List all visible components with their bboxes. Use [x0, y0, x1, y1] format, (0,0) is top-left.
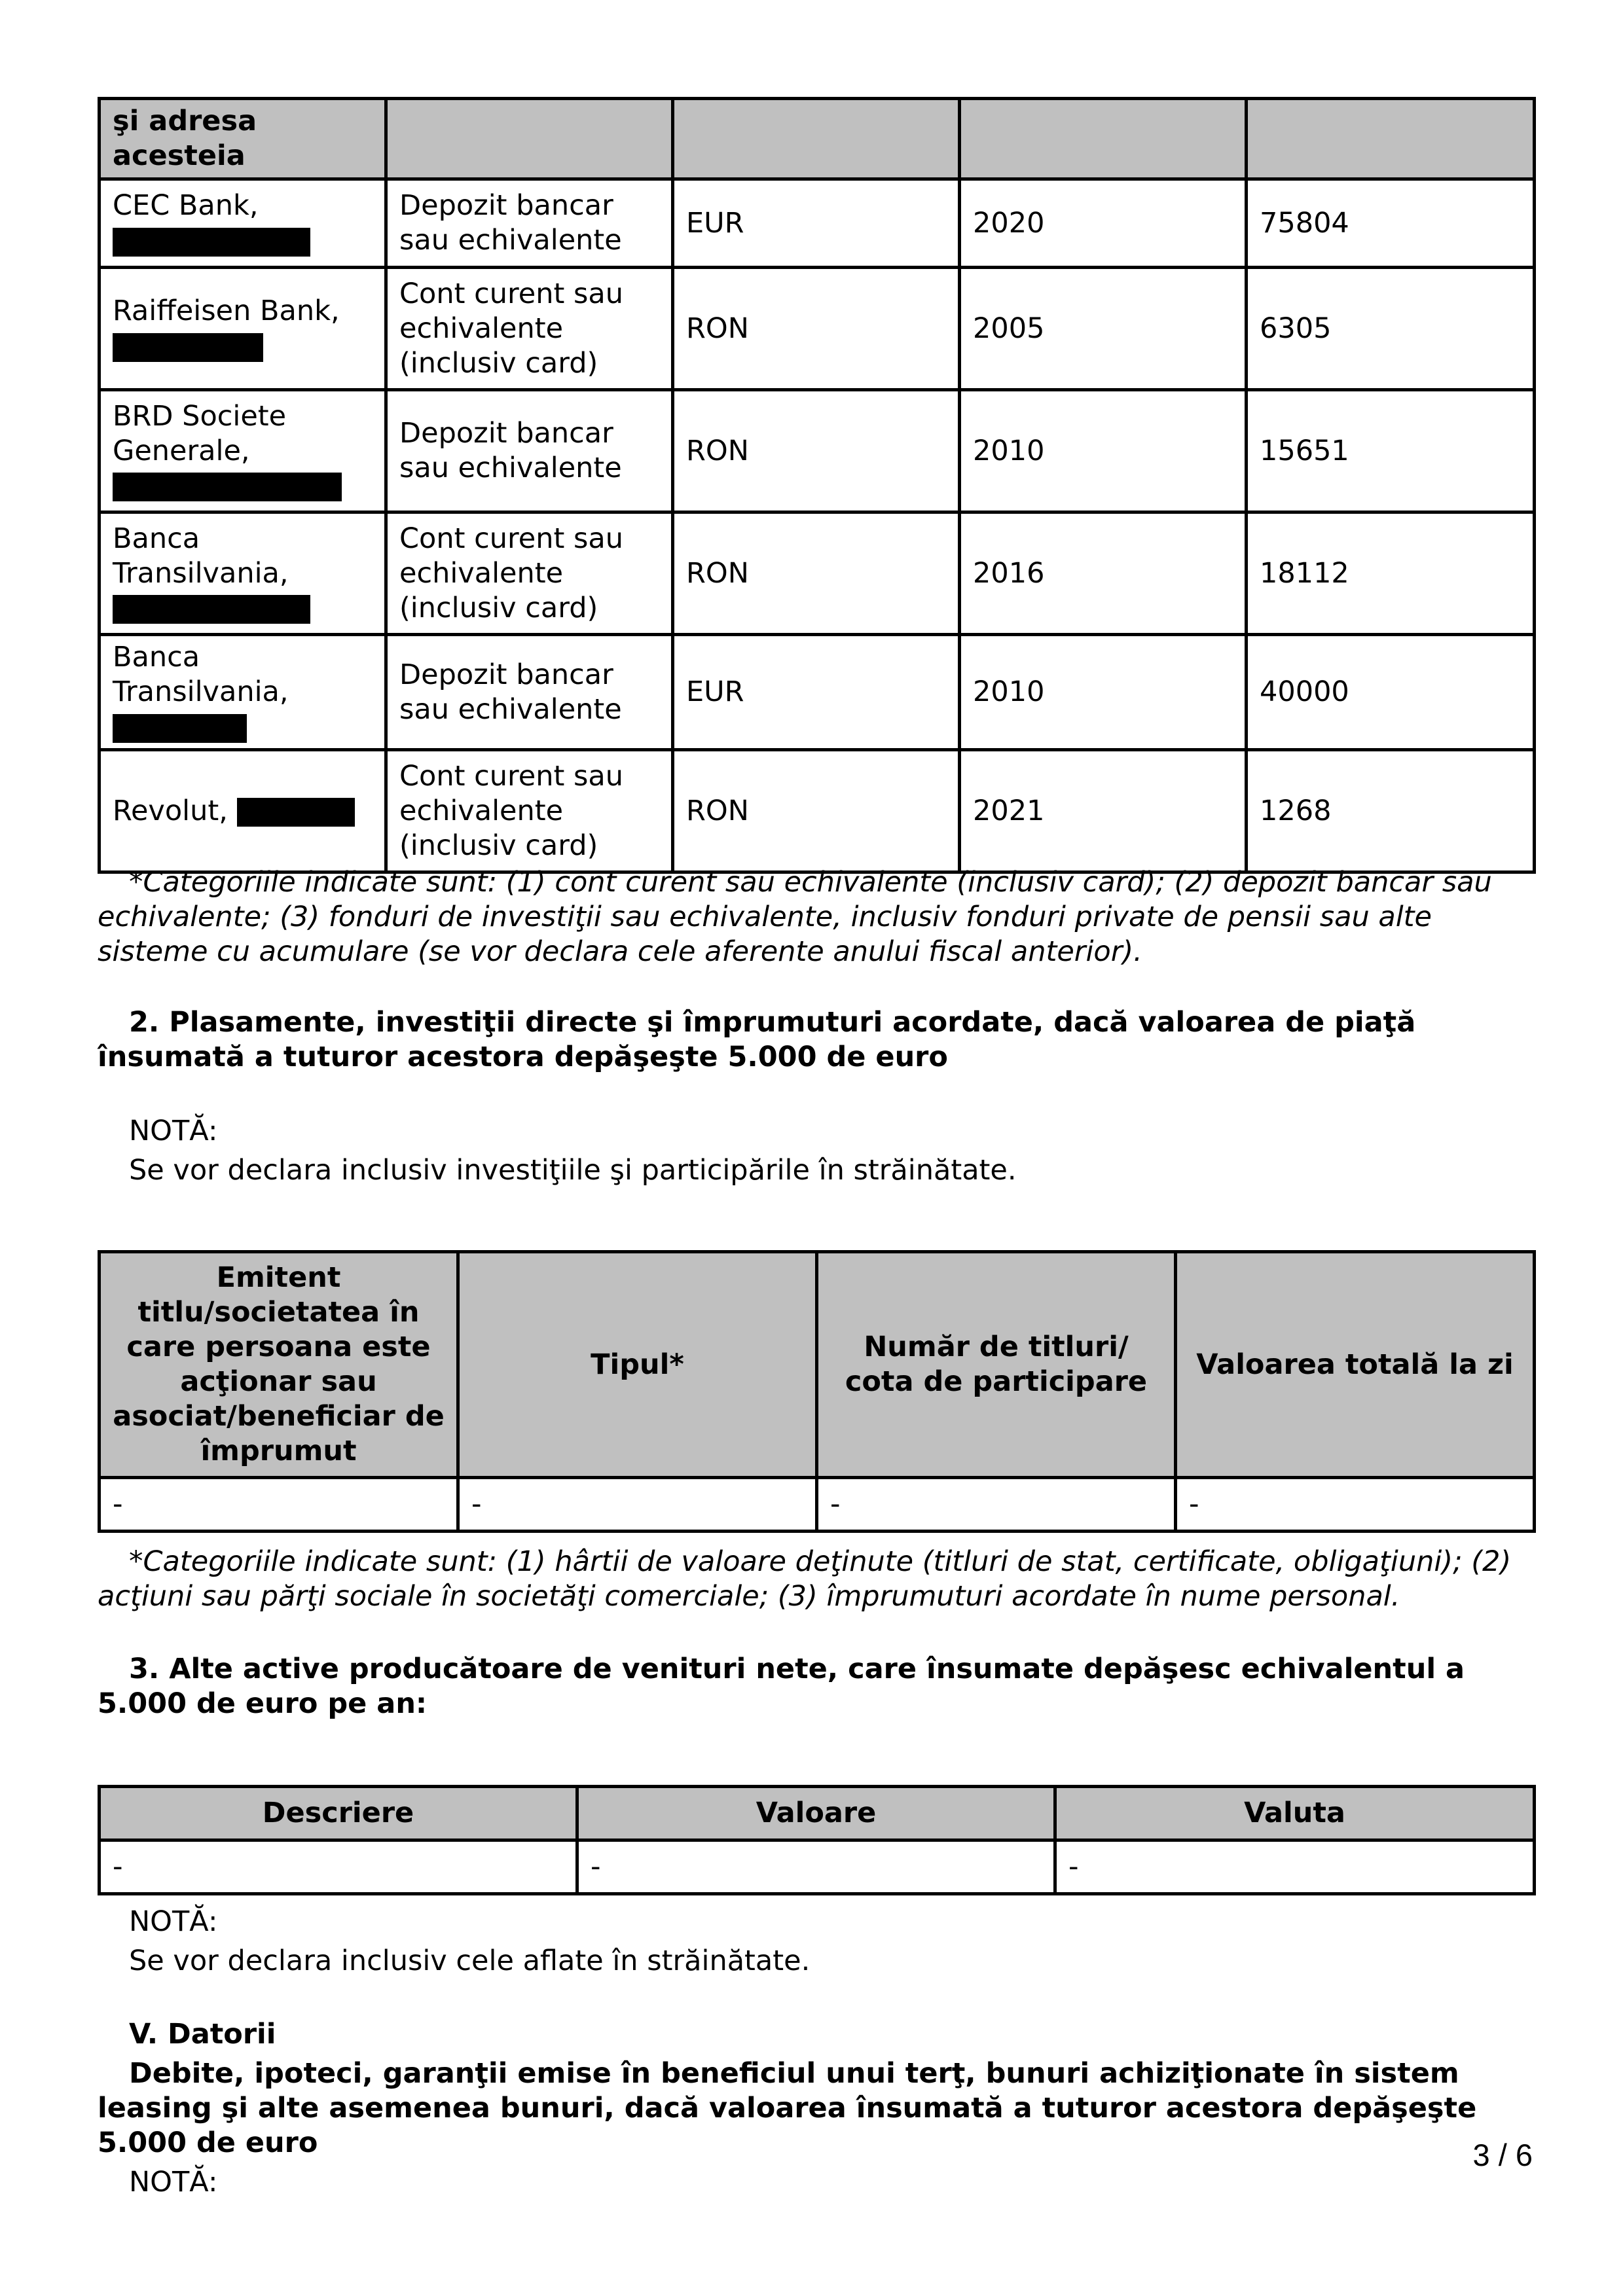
categories-note: *Categoriile indicate sunt: (1) cont curent sau echivalente (inclusiv card); (2) depozit bancar sau echivalente; (3) fonduri de investiţii sau echivalente, inclusiv fonduri private de pensii sau alte sisteme cu acumulare (se vor declara cele aferente anului fiscal anterior). — [98, 866, 1492, 968]
balance-cell: 1268 — [1247, 750, 1535, 872]
balance-cell: 40000 — [1247, 635, 1535, 750]
bank-cell: Banca Transilvania, — [100, 635, 386, 750]
currency-cell: RON — [673, 750, 960, 872]
bank-cell: Raiffeisen Bank, — [100, 268, 386, 390]
bank-accounts-table — [98, 97, 1536, 874]
table-header-cell: Emitent titlu/societatea în care persoana este acţionar sau asociat/beneficiar de împrumut — [100, 1252, 458, 1478]
table-cell: - — [1055, 1840, 1535, 1894]
account-type-cell: Cont curent sau echivalente (inclusiv card) — [386, 268, 673, 390]
year-cell: 2010 — [960, 390, 1247, 512]
categories-note: *Categoriile indicate sunt: (1) hârtii de valoare deţinute (titluri de stat, certificate, obligaţiuni); (2) acţiuni sau părţi sociale în societăţi comerciale; (3) împrumuturi acordate în nume personal. — [98, 1545, 1512, 1613]
nota-text: Se vor declara inclusiv investiţiile şi participările în străinătate. — [129, 1154, 1017, 1187]
table-header-cell: Valoarea totală la zi — [1176, 1252, 1535, 1478]
nota-text: Se vor declara inclusiv cele aflate în străinătate. — [129, 1945, 811, 1977]
section5-title: V. Datorii — [129, 2018, 276, 2051]
redacted-address — [113, 595, 310, 624]
table-header-cell — [386, 99, 673, 179]
year-cell: 2021 — [960, 750, 1247, 872]
table-header-cell: Tipul* — [458, 1252, 817, 1478]
section2-heading: 2. Plasamente, investiţii directe şi împrumuturi acordate, dacă valoarea de piaţă însumată a tuturor acestora depăşeşte 5.000 de euro — [98, 1006, 1416, 1073]
redacted-address — [113, 473, 342, 501]
bank-cell: BRD Societe Generale, — [100, 390, 386, 512]
table-cell: - — [817, 1478, 1176, 1532]
table-header-cell: Valoare — [577, 1787, 1055, 1840]
table-header-cell: Valuta — [1055, 1787, 1535, 1840]
currency-cell: EUR — [673, 179, 960, 268]
table-header-cell — [1247, 99, 1535, 179]
redacted-address — [237, 798, 355, 827]
other-assets-table — [98, 1785, 1536, 1895]
table-row — [100, 750, 1535, 872]
section5-heading: Debite, ipoteci, garanţii emise în beneficiul unui terţ, bunuri achiziţionate în sistem leasing şi alte asemenea bunuri, dacă valoarea însumată a tuturor acestora depăşeşte 5.000 de euro — [98, 2057, 1477, 2159]
balance-cell: 15651 — [1247, 390, 1535, 512]
account-type-cell: Cont curent sau echivalente (inclusiv card) — [386, 512, 673, 635]
account-type-cell: Depozit bancar sau echivalente — [386, 390, 673, 512]
redacted-address — [113, 714, 247, 743]
section3-heading: 3. Alte active producătoare de venituri nete, care însumate depăşesc echivalentul a 5.000 de euro pe an: — [98, 1653, 1465, 1720]
year-cell: 2020 — [960, 179, 1247, 268]
table-row — [100, 635, 1535, 750]
balance-cell: 18112 — [1247, 512, 1535, 635]
currency-cell: RON — [673, 390, 960, 512]
year-cell: 2016 — [960, 512, 1247, 635]
table-row — [100, 512, 1535, 635]
nota-label: NOTĂ: — [129, 1115, 218, 1147]
nota-label: NOTĂ: — [129, 2166, 218, 2198]
bank-cell: Revolut, — [100, 750, 386, 872]
table-header-cell: Număr de titluri/ cota de participare — [817, 1252, 1176, 1478]
investments-table — [98, 1250, 1536, 1533]
year-cell: 2005 — [960, 268, 1247, 390]
bank-cell: Banca Transilvania, — [100, 512, 386, 635]
table-cell: - — [577, 1840, 1055, 1894]
table-cell: - — [100, 1840, 577, 1894]
table-row — [100, 1478, 1535, 1532]
balance-cell: 6305 — [1247, 268, 1535, 390]
currency-cell: EUR — [673, 635, 960, 750]
table-header-cell — [673, 99, 960, 179]
redacted-address — [113, 228, 310, 257]
account-type-cell: Depozit bancar sau echivalente — [386, 179, 673, 268]
table-header-cell — [960, 99, 1247, 179]
redacted-address — [113, 333, 263, 362]
balance-cell: 75804 — [1247, 179, 1535, 268]
table-row — [100, 268, 1535, 390]
account-type-cell: Cont curent sau echivalente (inclusiv card) — [386, 750, 673, 872]
bank-cell: CEC Bank, — [100, 179, 386, 268]
table-header-cell: şi adresa acesteia — [100, 99, 386, 179]
page-number: 3 / 6 — [1472, 2138, 1533, 2172]
table-row — [100, 179, 1535, 268]
table-cell: - — [1176, 1478, 1535, 1532]
year-cell: 2010 — [960, 635, 1247, 750]
table-header-cell: Descriere — [100, 1787, 577, 1840]
account-type-cell: Depozit bancar sau echivalente — [386, 635, 673, 750]
nota-label: NOTĂ: — [129, 1905, 218, 1938]
table-row — [100, 390, 1535, 512]
currency-cell: RON — [673, 512, 960, 635]
table-cell: - — [458, 1478, 817, 1532]
currency-cell: RON — [673, 268, 960, 390]
table-row — [100, 1840, 1535, 1894]
table-cell: - — [100, 1478, 458, 1532]
